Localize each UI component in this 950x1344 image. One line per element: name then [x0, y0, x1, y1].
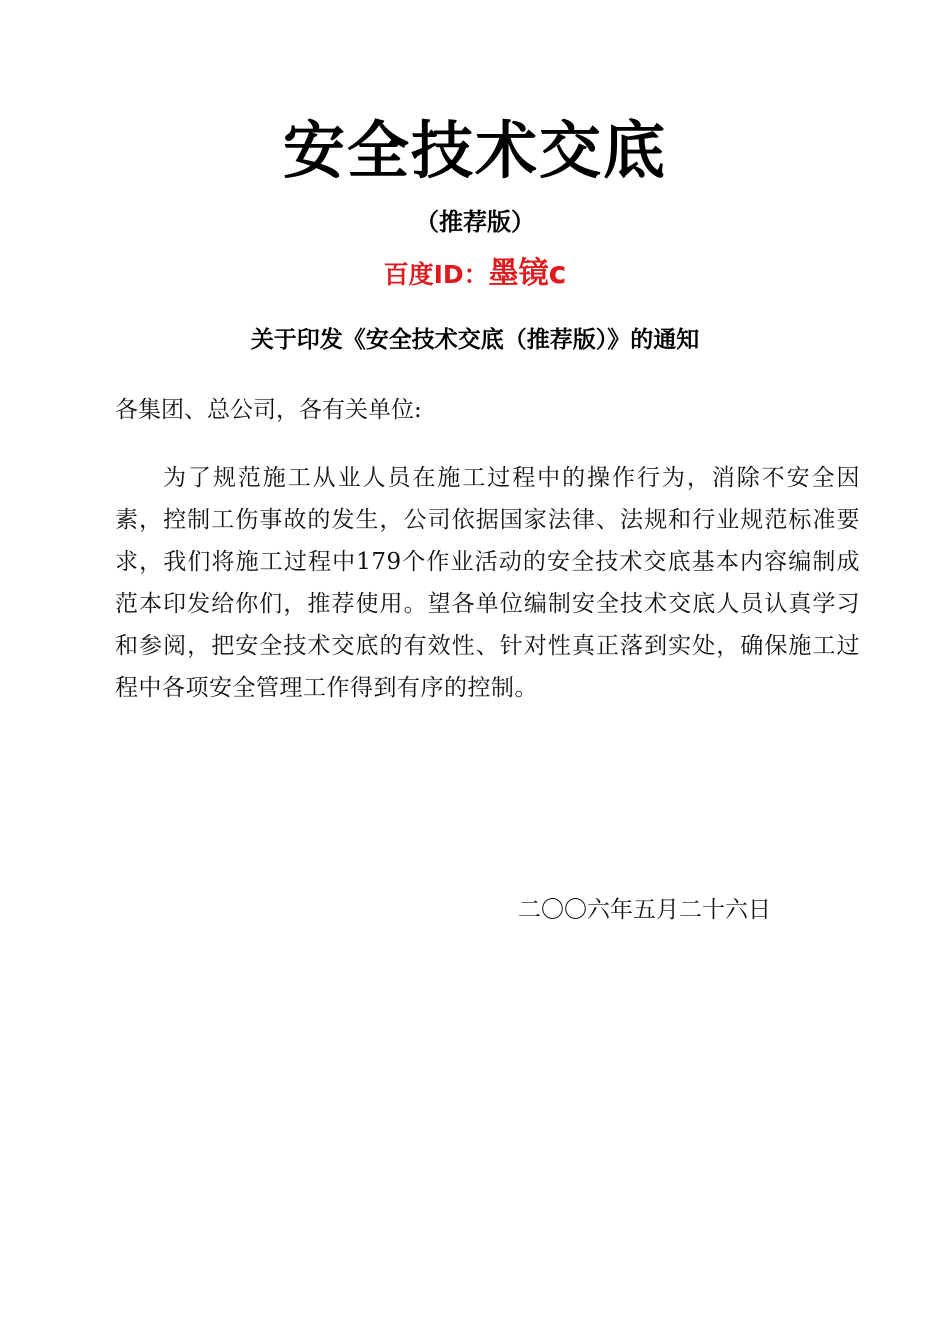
document-title: 安全技术交底 — [282, 114, 667, 187]
document-subtitle: （推荐版） — [415, 208, 535, 236]
author-prefix: 百度ID： — [383, 260, 489, 289]
author-line — [0, 254, 950, 295]
salutation: 各集团、总公司，各有关单位: — [115, 397, 422, 423]
author-name: 墨镜c — [488, 256, 567, 291]
notice-date: 二〇〇六年五月二十六日 — [518, 897, 771, 923]
notice-body: 为了规范施工从业人员在施工过程中的操作行为，消除不安全因素，控制工伤事故的发生，公司依据国家法律、法规和行业规范标准要求，我们将施工过程中179个作业活动的安全技术交底基本内容编制成范本印发给你们，推荐使用。望各单位编制安全技术交底人员认真学习和参阅，把安全技术交底的有效性、针对性真正落到实处，确保施工过程中各项安全管理工作得到有序的控制。 — [115, 465, 860, 701]
notice-heading: 关于印发《安全技术交底（推荐版）》的通知 — [250, 327, 700, 353]
